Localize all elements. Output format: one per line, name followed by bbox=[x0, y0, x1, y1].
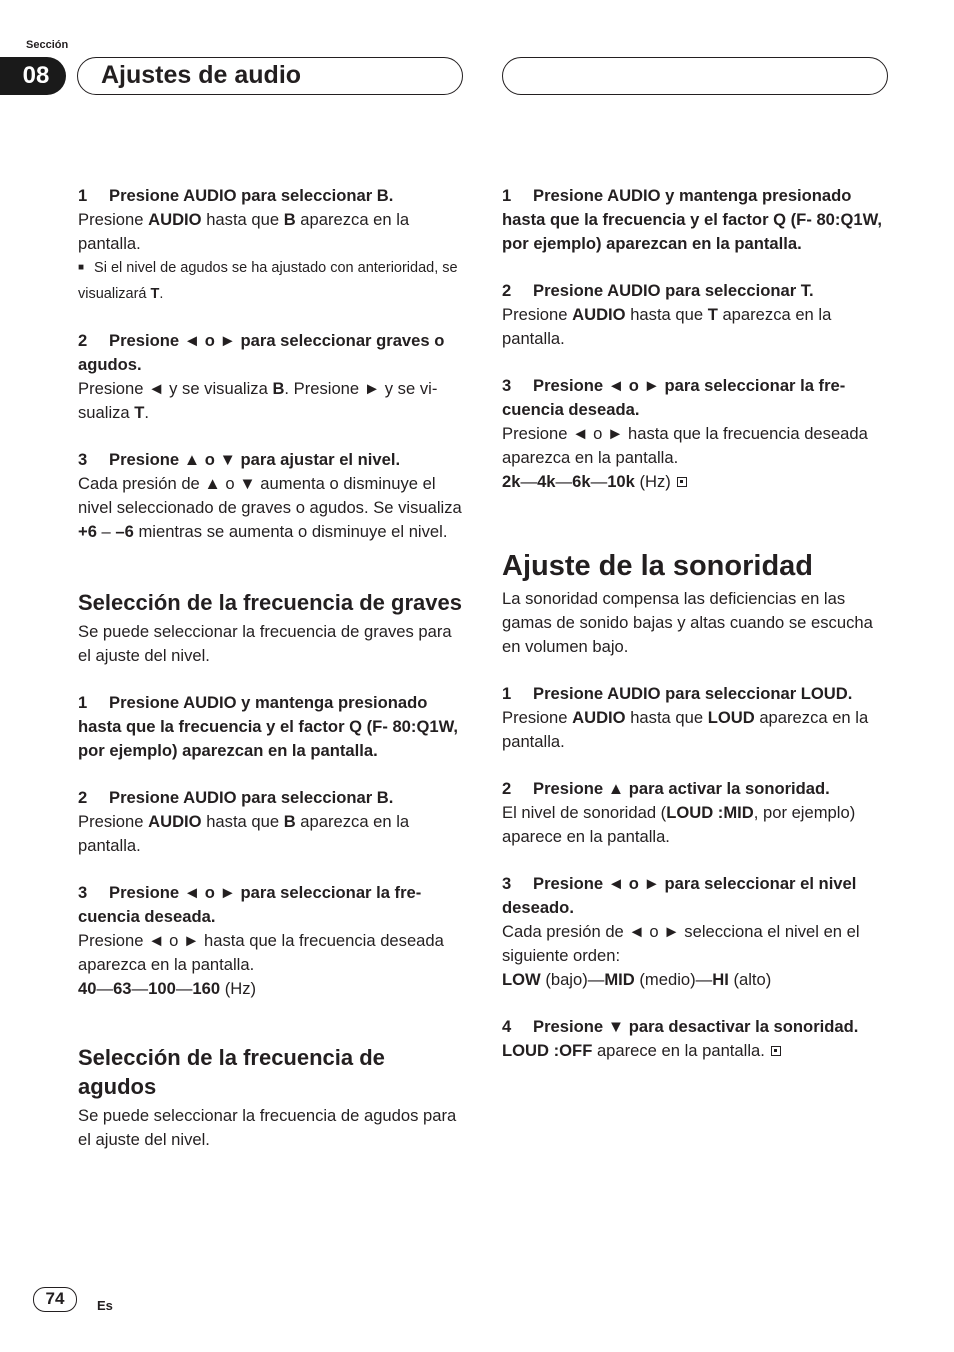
square-bullet-icon: ■ bbox=[78, 262, 85, 273]
step-heading: 3 Presione ◄ o ► para seleccionar la frecuencia deseada. bbox=[502, 376, 846, 419]
step-body: Presione AUDIO hasta que T aparezca en la pantalla. bbox=[502, 305, 832, 348]
step-heading: 2 Presione ◄ o ► para seleccionar graves o agudos. bbox=[78, 331, 445, 374]
page-number: 74 bbox=[33, 1287, 77, 1312]
end-of-section-icon bbox=[771, 1046, 781, 1056]
step-body: Presione AUDIO hasta que B aparezca en la pantalla. bbox=[78, 210, 410, 253]
step-heading: 2 Presione AUDIO para seleccionar B. bbox=[78, 788, 394, 807]
chapter-title: Ajustes de audio bbox=[77, 57, 463, 95]
step-heading: 2 Presione AUDIO para seleccionar T. bbox=[502, 281, 814, 300]
step-heading: 1 Presione AUDIO para seleccionar LOUD. bbox=[502, 684, 853, 703]
section-intro: Se puede seleccionar la frecuencia de graves para el ajuste del nivel. bbox=[78, 622, 452, 665]
step-body: Presione AUDIO hasta que B aparezca en la pantalla. bbox=[78, 812, 410, 855]
section-intro: La sonoridad compensa las deficiencias en las gamas de sonido bajas y altas cuando se escucha en volumen bajo. bbox=[502, 589, 873, 656]
frequency-list: 2k—4k—6k—10k (Hz) bbox=[502, 470, 890, 494]
empty-header-box bbox=[502, 57, 888, 95]
step-heading: 1 Presione AUDIO y mantenga presionado hasta que la frecuencia y el factor Q (F- 80:Q1W, por ejemplo) aparezcan en la pantalla. bbox=[78, 693, 458, 760]
step-heading: 3 Presione ◄ o ► para seleccionar el nivel deseado. bbox=[502, 874, 857, 917]
step-body: Presione AUDIO hasta que LOUD aparezca en la pantalla. bbox=[502, 708, 869, 751]
step-body: Cada presión de ▲ o ▼ aumenta o disminuye el nivel seleccionado de graves o agudos. Se visualiza +6 – –6 mientras se aumenta o disminuye el nivel. bbox=[78, 474, 462, 541]
step-heading: 1 Presione AUDIO para seleccionar B. bbox=[78, 186, 394, 205]
section-heading-treble: Selección de la frecuencia de agudos bbox=[78, 1045, 385, 1099]
step-heading: 3 Presione ◄ o ► para seleccionar la frecuencia deseada. bbox=[78, 883, 422, 926]
frequency-list: 40—63—100—160 (Hz) bbox=[78, 979, 257, 998]
step-heading: 1 Presione AUDIO y mantenga presionado hasta que la frecuencia y el factor Q (F- 80:Q1W, por ejemplo) aparezcan en la pantalla. bbox=[502, 186, 882, 253]
step-body: Presione ◄ o ► hasta que la frecuencia deseada aparezca en la pantalla. bbox=[502, 424, 868, 467]
step-heading: 4 Presione ▼ para desactivar la sonoridad. bbox=[502, 1017, 859, 1036]
language-code: Es bbox=[97, 1298, 113, 1313]
level-order: LOW (bajo)—MID (medio)—HI (alto) bbox=[502, 970, 772, 989]
step-body: Presione ◄ y se visualiza B. Presione ► y se visualiza T. bbox=[78, 379, 438, 422]
step-body: Presione ◄ o ► hasta que la frecuencia deseada aparezca en la pantalla. bbox=[78, 931, 444, 974]
step-body: Cada presión de ◄ o ► selecciona el nivel en el siguiente orden: bbox=[502, 922, 860, 965]
section-intro: Se puede seleccionar la frecuencia de agudos para el ajuste del nivel. bbox=[78, 1106, 457, 1149]
section-heading-bass: Selección de la frecuencia de graves bbox=[78, 590, 462, 615]
end-of-section-icon bbox=[677, 477, 687, 487]
step-body: LOUD :OFF aparece en la pantalla. bbox=[502, 1039, 890, 1063]
step-body: El nivel de sonoridad (LOUD :MID, por ejemplo) aparece en la pantalla. bbox=[502, 803, 856, 846]
step-heading: 3 Presione ▲ o ▼ para ajustar el nivel. bbox=[78, 450, 401, 469]
note: ■ Si el nivel de agudos se ha ajustado con anterioridad, se visualizará T. bbox=[78, 260, 458, 302]
right-column bbox=[502, 184, 890, 1063]
section-heading-loudness: Ajuste de la sonoridad bbox=[502, 550, 813, 582]
section-label: Sección bbox=[26, 39, 69, 51]
left-column bbox=[78, 184, 466, 1152]
step-heading: 2 Presione ▲ para activar la sonoridad. bbox=[502, 779, 830, 798]
section-number-badge: 08 bbox=[0, 57, 66, 95]
